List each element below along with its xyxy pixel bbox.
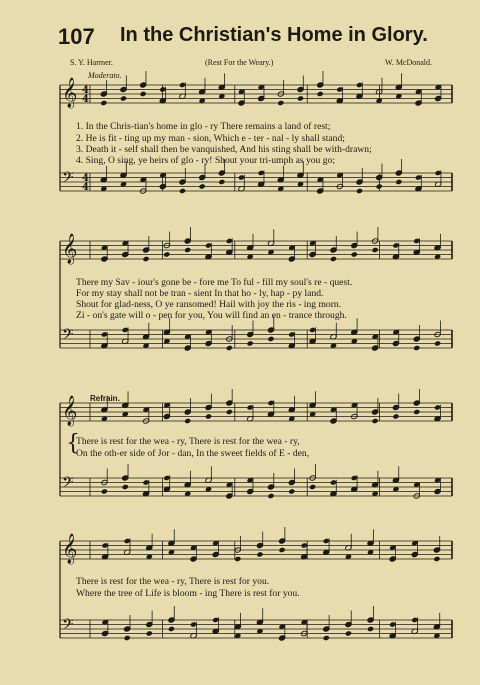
bass-note: [226, 345, 233, 351]
verse-4-line-1: 4. Sing, O sing, ye heirs of glo - ry! Shout your tri-umph as you go;: [76, 155, 336, 166]
bass-note: [179, 188, 186, 194]
verse-2-line-1: 2. He is fit - ting up my man - sion, Which e - ter - nal - ly shall stand;: [76, 133, 345, 144]
bass-clef-icon: 𝄢: [62, 326, 74, 347]
hymn-number: 107: [58, 24, 95, 49]
treble-clef-icon: 𝄞: [62, 534, 78, 564]
verse-3-line-2: Shout for glad-ness, O ye ransomed! Hail with joy the ris - ing morn.: [76, 299, 342, 310]
bass-note: [101, 488, 108, 494]
treble-note: [184, 418, 191, 424]
treble-note: [140, 91, 147, 97]
treble-note: [433, 556, 440, 562]
verse-1-line-1: 1. In the Chris-tian's home in glo - ry There remains a land of rest;: [76, 121, 331, 132]
bass-clef-icon: 𝄢: [62, 474, 74, 495]
treble-note: [184, 247, 191, 253]
treble-note: [234, 556, 241, 562]
verse-3-line-1: 3. Death it - self shall then be vanquished, And his sting shall be with-drawn;: [76, 144, 372, 155]
treble-clef-icon: 𝄞: [62, 234, 78, 264]
bass-note: [376, 183, 383, 189]
bass-note: [367, 626, 374, 632]
treble-note: [205, 413, 212, 419]
refrain-line-2: On the oth-er side of Jor - dan, In the sweet fields of E - den,: [76, 448, 310, 459]
bass-note: [413, 345, 420, 351]
verse-4-line-2: Zi - on's gate will o - pen for you, You will find an en - trance through.: [76, 310, 347, 321]
bass-note: [323, 635, 330, 641]
treble-note: [278, 547, 285, 553]
time-signature: 4: [82, 85, 89, 96]
bass-note: [434, 340, 441, 346]
lyric-brace: {: [66, 431, 80, 456]
author-credit: S. Y. Harmer.: [70, 58, 113, 67]
treble-note: [372, 418, 379, 424]
bass-note: [309, 484, 316, 490]
bass-note: [267, 493, 274, 499]
treble-note: [277, 100, 284, 106]
treble-note: [256, 551, 263, 557]
bass-note: [247, 340, 254, 346]
bass-clef-icon: 𝄢: [62, 616, 74, 637]
refrain-line-3: There is rest for the wea - ry, There is rest for you.: [76, 576, 270, 587]
refrain-line-1: There is rest for the wea - ry, There is rest for the wea - ry,: [76, 436, 300, 447]
bass-note: [395, 179, 402, 185]
treble-note: [413, 409, 420, 415]
treble-note: [351, 251, 358, 257]
treble-note: [297, 95, 304, 101]
bass-note: [122, 484, 129, 490]
hymn-title: In the Christian's Home in Glory.: [120, 24, 428, 46]
treble-note: [120, 95, 127, 101]
treble-note: [226, 409, 233, 415]
time-signature: 4: [82, 182, 89, 193]
bass-note: [146, 630, 153, 636]
treble-note: [330, 256, 337, 262]
composer-credit: W. McDonald.: [385, 58, 433, 67]
bass-note: [199, 183, 206, 189]
bass-clef-icon: 𝄢: [62, 169, 74, 190]
refrain-line-4: Where the tree of Life is bloom - ing There is rest for you.: [76, 588, 300, 599]
treble-note: [372, 247, 379, 253]
treble-note: [100, 100, 107, 106]
treble-note: [392, 413, 399, 419]
verse-2-line-2: For my stay shall not be tran - sient In that ho - ly, hap - py land.: [76, 288, 324, 299]
bass-note: [168, 626, 175, 632]
tempo-marking: Moderato.: [88, 71, 122, 80]
bass-note: [356, 188, 363, 194]
bass-note: [267, 336, 274, 342]
treble-clef-icon: 𝄞: [62, 78, 78, 108]
bass-note: [288, 488, 295, 494]
bass-note: [345, 630, 352, 636]
bass-note: [218, 179, 225, 185]
verse-1-line-2: There my Sav - iour's gone be - fore me To ful - fill my soul's re - quest.: [76, 277, 353, 288]
treble-note: [163, 251, 170, 257]
treble-clef-icon: 𝄞: [62, 396, 78, 426]
treble-note: [142, 256, 149, 262]
refrain-label: Refrain.: [90, 394, 120, 403]
time-signature: 4: [82, 173, 89, 184]
time-signature: 4: [82, 94, 89, 105]
tune-name: (Rest For the Weary.): [205, 58, 274, 67]
bass-note: [124, 635, 131, 641]
treble-note: [317, 91, 324, 97]
